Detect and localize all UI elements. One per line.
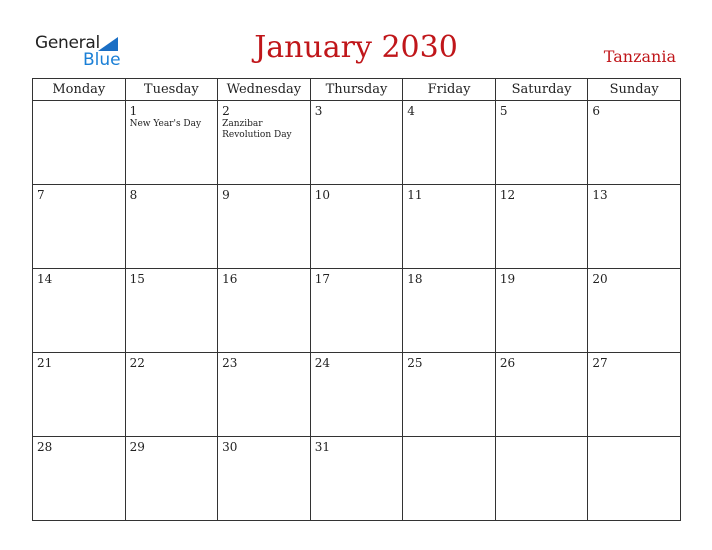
calendar-body xyxy=(33,101,681,521)
week-row xyxy=(33,437,681,521)
day-cell xyxy=(218,269,311,353)
week-row xyxy=(33,269,681,353)
weekday-header: Monday xyxy=(33,79,126,101)
calendar-grid xyxy=(32,78,681,521)
day-number: 17 xyxy=(314,272,330,286)
day-number: 22 xyxy=(129,356,145,370)
day-cell xyxy=(33,437,126,521)
day-cell xyxy=(125,437,218,521)
weekday-header: Thursday xyxy=(310,79,403,101)
weekday-header: Wednesday xyxy=(218,79,311,101)
day-cell xyxy=(588,185,681,269)
day-cell xyxy=(218,353,311,437)
day-number: 11 xyxy=(407,188,423,202)
day-cell xyxy=(33,185,126,269)
day-cell xyxy=(125,269,218,353)
day-number: 4 xyxy=(407,104,415,118)
day-cell xyxy=(495,185,588,269)
day-cell xyxy=(33,269,126,353)
day-cell xyxy=(310,101,403,185)
day-number: 20 xyxy=(592,272,608,286)
day-cell xyxy=(218,437,311,521)
day-cell xyxy=(310,437,403,521)
day-cell xyxy=(218,101,311,185)
day-cell xyxy=(403,269,496,353)
day-cell xyxy=(495,353,588,437)
day-cell xyxy=(588,437,681,521)
day-cell xyxy=(33,101,126,185)
week-row xyxy=(33,353,681,437)
logo-text-general: General xyxy=(35,33,100,53)
day-number: 28 xyxy=(37,440,53,454)
day-cell xyxy=(33,353,126,437)
day-number: 14 xyxy=(37,272,53,286)
weekday-header: Saturday xyxy=(495,79,588,101)
day-number: 18 xyxy=(407,272,423,286)
day-cell xyxy=(588,269,681,353)
weekday-header: Friday xyxy=(403,79,496,101)
day-cell xyxy=(403,185,496,269)
weekday-header-row xyxy=(33,79,681,101)
day-number: 21 xyxy=(37,356,53,370)
week-row xyxy=(33,101,681,185)
day-cell xyxy=(218,185,311,269)
holiday-label: Zanzibar Revolution Day xyxy=(222,119,292,140)
day-cell xyxy=(403,353,496,437)
day-number: 5 xyxy=(499,104,508,118)
day-cell xyxy=(495,101,588,185)
day-cell xyxy=(310,353,403,437)
day-number: 8 xyxy=(129,188,138,202)
day-number: 7 xyxy=(37,188,45,202)
day-number: 31 xyxy=(314,440,330,454)
weekday-header: Tuesday xyxy=(125,79,218,101)
day-number: 16 xyxy=(222,272,238,286)
day-number: 13 xyxy=(592,188,608,202)
day-number: 29 xyxy=(129,440,145,454)
country-name: Tanzania xyxy=(603,47,676,66)
day-cell xyxy=(125,185,218,269)
day-number: 30 xyxy=(222,440,238,454)
day-number: 1 xyxy=(129,104,138,118)
day-number: 27 xyxy=(592,356,608,370)
logo-text-blue: Blue xyxy=(83,50,121,70)
day-cell xyxy=(403,437,496,521)
day-number: 9 xyxy=(222,188,230,202)
day-number: 2 xyxy=(222,104,230,118)
day-cell xyxy=(495,269,588,353)
day-cell xyxy=(310,269,403,353)
day-number: 25 xyxy=(407,356,423,370)
week-row xyxy=(33,185,681,269)
day-number: 24 xyxy=(314,356,330,370)
day-number: 3 xyxy=(314,104,323,118)
day-cell xyxy=(495,437,588,521)
day-number: 15 xyxy=(129,272,145,286)
day-cell xyxy=(310,185,403,269)
day-number: 10 xyxy=(314,188,330,202)
day-number: 23 xyxy=(222,356,238,370)
weekday-header: Sunday xyxy=(588,79,681,101)
day-cell xyxy=(125,353,218,437)
day-number: 19 xyxy=(499,272,516,286)
calendar-title: January 2030 xyxy=(254,30,458,65)
day-number: 26 xyxy=(499,356,516,370)
holiday-label: New Year's Day xyxy=(129,119,202,129)
day-cell xyxy=(403,101,496,185)
day-number: 6 xyxy=(592,104,601,118)
day-cell xyxy=(125,101,218,185)
day-cell xyxy=(588,101,681,185)
day-cell xyxy=(588,353,681,437)
day-number: 12 xyxy=(499,188,516,202)
